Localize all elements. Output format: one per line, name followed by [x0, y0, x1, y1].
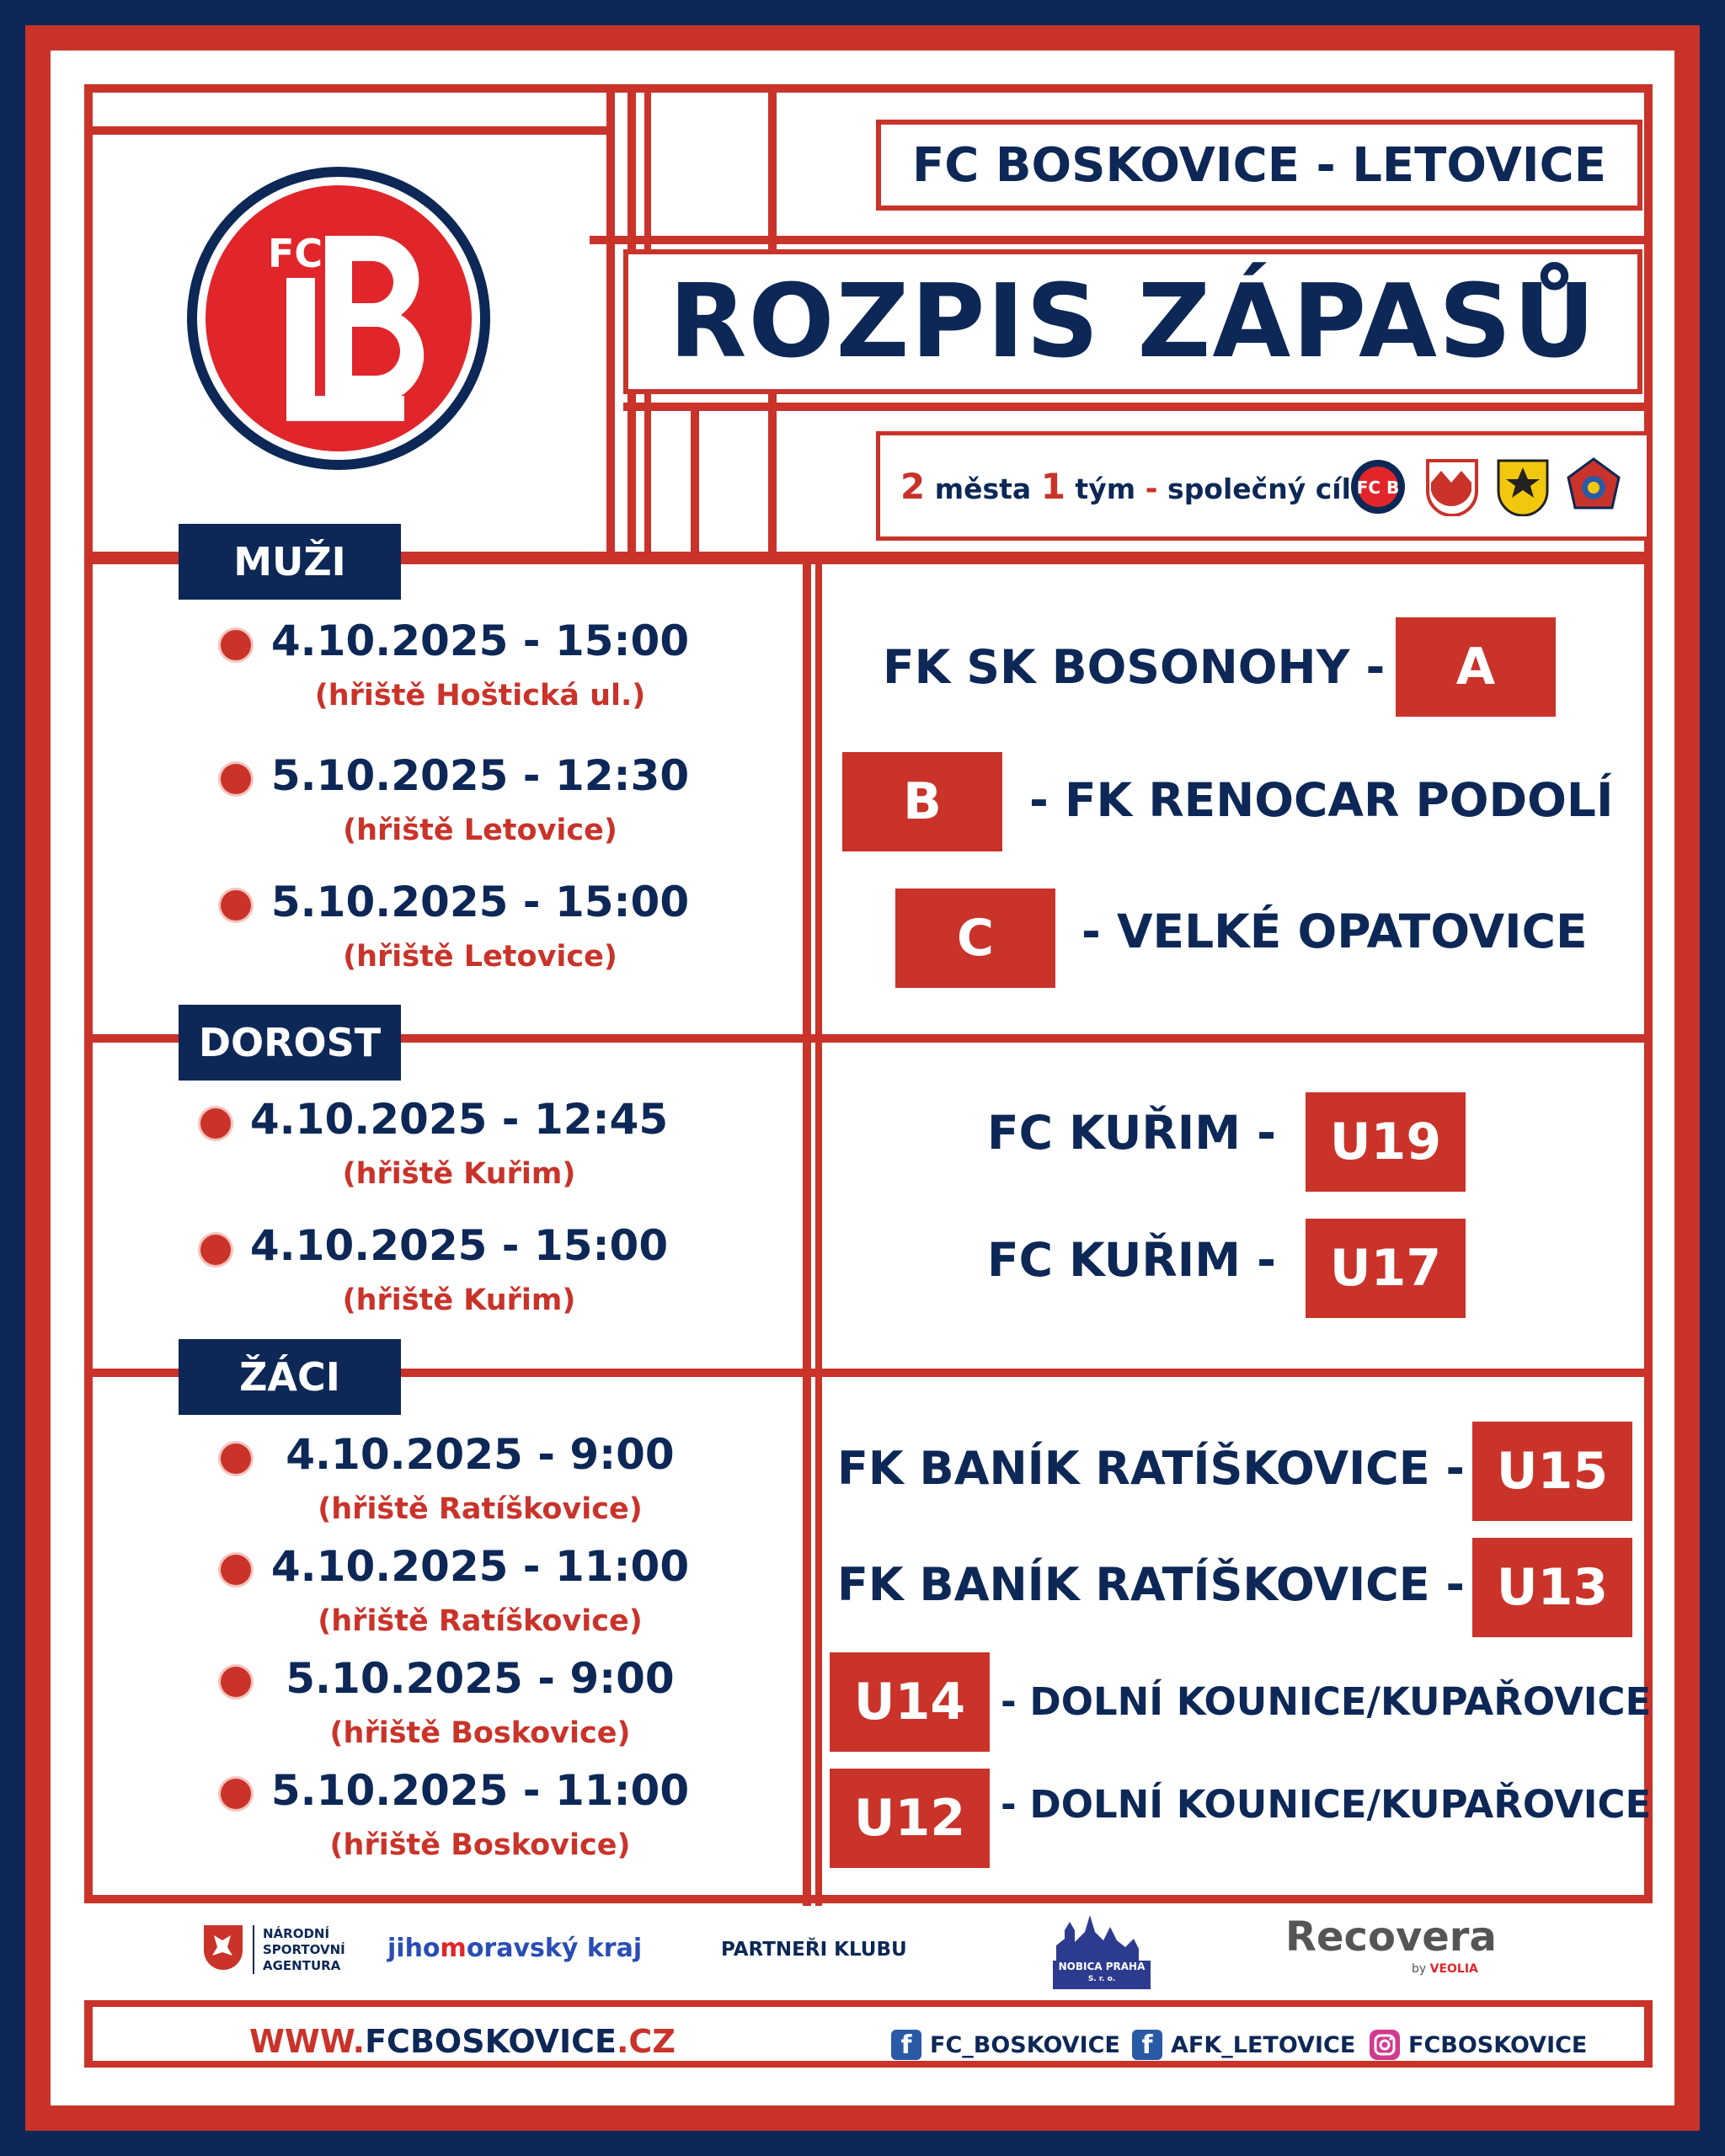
facebook-icon: f: [1132, 2030, 1162, 2060]
nsa-line: NÁRODNÍ: [263, 1925, 330, 1941]
team-badge: A: [1396, 617, 1556, 717]
section-tag-zaci: ŽÁCI: [179, 1339, 401, 1415]
team-badge: B: [842, 752, 1002, 851]
boskovice-coat-of-arms-icon: [1424, 457, 1480, 516]
match-venue: (hřiště Ratíškovice): [318, 1604, 643, 1638]
section-tag-dorost: DOROST: [179, 1005, 401, 1081]
bullet: [221, 1555, 251, 1585]
bullet: [221, 764, 251, 794]
fixture-opponent: FC KUŘIM -: [987, 1233, 1276, 1287]
partner-jmk: [387, 1934, 642, 1963]
bullet: [221, 1779, 251, 1809]
match-datetime: 5.10.2025 - 12:30: [270, 751, 690, 800]
nsa-line: AGENTURA: [263, 1957, 341, 1973]
nobica-name: NOBICA PRAHA: [1058, 1961, 1146, 1972]
logo-lb-mark: [206, 185, 472, 451]
match-datetime: 4.10.2025 - 15:00: [270, 616, 690, 665]
grid-line: [84, 2000, 93, 2068]
slogan-sep: -: [1145, 472, 1158, 506]
bullet: [221, 1667, 251, 1697]
team-badge: U14: [830, 1652, 990, 1752]
slogan-word-3: společný cíl: [1167, 472, 1351, 505]
nsa-line: SPORTOVNÍ: [263, 1941, 345, 1957]
grid-line: [84, 1895, 1653, 1903]
slogan: [900, 466, 1351, 507]
bullet: [221, 630, 251, 660]
czech-lion-icon: [202, 1924, 244, 1976]
match-datetime: 5.10.2025 - 9:00: [286, 1654, 675, 1703]
deco-line: [590, 236, 1651, 244]
fc-boskovice-crest-icon: [1350, 457, 1406, 516]
slogan-word-2: tým: [1075, 472, 1136, 505]
fixture-opponent: FK SK BOSONOHY -: [883, 640, 1386, 694]
match-datetime: 4.10.2025 - 11:00: [270, 1542, 690, 1591]
match-datetime: 4.10.2025 - 12:45: [249, 1095, 669, 1144]
instagram-handle: FCBOSKOVICE: [1408, 2031, 1588, 2058]
facebook-link-letovice[interactable]: [1132, 2030, 1355, 2060]
grid-line: [1644, 2000, 1653, 2068]
fixture-opponent: - VELKÉ OPATOVICE: [1081, 905, 1588, 958]
match-venue: (hřiště Boskovice): [329, 1828, 631, 1862]
jmk-part: m: [440, 1934, 467, 1963]
grid-line: [84, 2061, 1653, 2068]
match-venue: (hřiště Letovice): [343, 940, 617, 974]
match-datetime: 5.10.2025 - 15:00: [270, 878, 690, 926]
deco-line: [93, 126, 615, 135]
team-badge: C: [895, 889, 1055, 988]
facebook-handle: FC_BOSKOVICE: [930, 2031, 1120, 2058]
deco-line: [623, 403, 1651, 411]
veolia-name: VEOLIA: [1429, 1962, 1478, 1976]
deco-line: [84, 84, 1653, 93]
match-venue: (hřiště Kuřim): [342, 1157, 576, 1191]
logo-fc-text: FC: [268, 231, 323, 276]
instagram-link[interactable]: [1370, 2030, 1587, 2060]
club-name-banner: FC BOSKOVICE - LETOVICE: [876, 120, 1642, 211]
section-tag-muzi: MUŽI: [179, 524, 401, 600]
match-datetime: 4.10.2025 - 9:00: [286, 1430, 675, 1479]
partner-nobica: [1053, 1912, 1151, 1989]
team-badge: U13: [1472, 1538, 1632, 1637]
fixture-opponent: FK BANÍK RATÍŠKOVICE -: [837, 1442, 1465, 1495]
bullet: [221, 1444, 251, 1474]
afk-letovice-crest-icon: [1566, 457, 1621, 516]
web-part: FCBOSKOVICE: [365, 2023, 617, 2060]
team-badge: U19: [1306, 1092, 1466, 1192]
slogan-num-1: 2: [900, 466, 926, 507]
partners-label: PARTNEŘI KLUBU: [721, 1939, 907, 1961]
team-badge: U15: [1472, 1422, 1632, 1521]
slogan-num-2: 1: [1040, 466, 1065, 507]
deco-line: [606, 84, 615, 556]
recovera-by: by: [1412, 1962, 1427, 1976]
facebook-link-boskovice[interactable]: [891, 2030, 1120, 2060]
slogan-word-1: města: [934, 472, 1032, 505]
bullet: [200, 1235, 231, 1265]
partner-recovera: [1285, 1913, 1497, 1976]
partner-nsa: [202, 1924, 345, 1976]
deco-line: [691, 404, 699, 556]
bullet: [200, 1108, 231, 1139]
match-venue: (hřiště Letovice): [343, 814, 617, 847]
instagram-icon: [1370, 2030, 1400, 2060]
page-title: ROZPIS ZÁPASŮ: [623, 249, 1642, 394]
nobica-sub: S. r. o.: [1087, 1975, 1116, 1983]
grid-line: [815, 560, 822, 1906]
match-datetime: 5.10.2025 - 11:00: [270, 1766, 690, 1815]
facebook-handle: AFK_LETOVICE: [1171, 2031, 1356, 2058]
grid-line: [803, 560, 811, 1906]
jmk-part: jiho: [387, 1934, 441, 1963]
match-venue: (hřiště Boskovice): [329, 1716, 631, 1750]
slogan-banner: [876, 431, 1651, 541]
web-part: .CZ: [617, 2023, 676, 2060]
web-part: WWW.: [249, 2023, 366, 2060]
website-link[interactable]: [249, 2023, 676, 2060]
fixture-opponent: FK BANÍK RATÍŠKOVICE -: [837, 1558, 1465, 1611]
fixture-opponent: - DOLNÍ KOUNICE/KUPAŘOVICE: [1001, 1679, 1652, 1724]
team-badge: U12: [830, 1769, 990, 1868]
jmk-part: oravský kraj: [466, 1934, 643, 1963]
match-venue: (hřiště Hoštická ul.): [314, 679, 646, 712]
svg-text:FC B: FC B: [1356, 478, 1400, 498]
fixture-opponent: - DOLNÍ KOUNICE/KUPAŘOVICE: [1001, 1782, 1652, 1827]
deco-line: [1644, 84, 1653, 1903]
grid-line: [84, 2000, 1653, 2007]
bullet: [221, 890, 251, 921]
team-badge: U17: [1306, 1219, 1466, 1318]
match-venue: (hřiště Ratíškovice): [318, 1492, 643, 1526]
letovice-coat-of-arms-icon: [1495, 457, 1551, 516]
fixture-opponent: - FK RENOCAR PODOLÍ: [1029, 773, 1614, 827]
match-datetime: 4.10.2025 - 15:00: [249, 1221, 669, 1270]
fixture-opponent: FC KUŘIM -: [987, 1106, 1276, 1160]
match-venue: (hřiště Kuřim): [342, 1283, 576, 1317]
deco-line: [84, 84, 93, 1903]
recovera-name: Recovera: [1285, 1913, 1497, 1961]
club-logo: [187, 167, 490, 470]
facebook-icon: f: [891, 2030, 921, 2060]
